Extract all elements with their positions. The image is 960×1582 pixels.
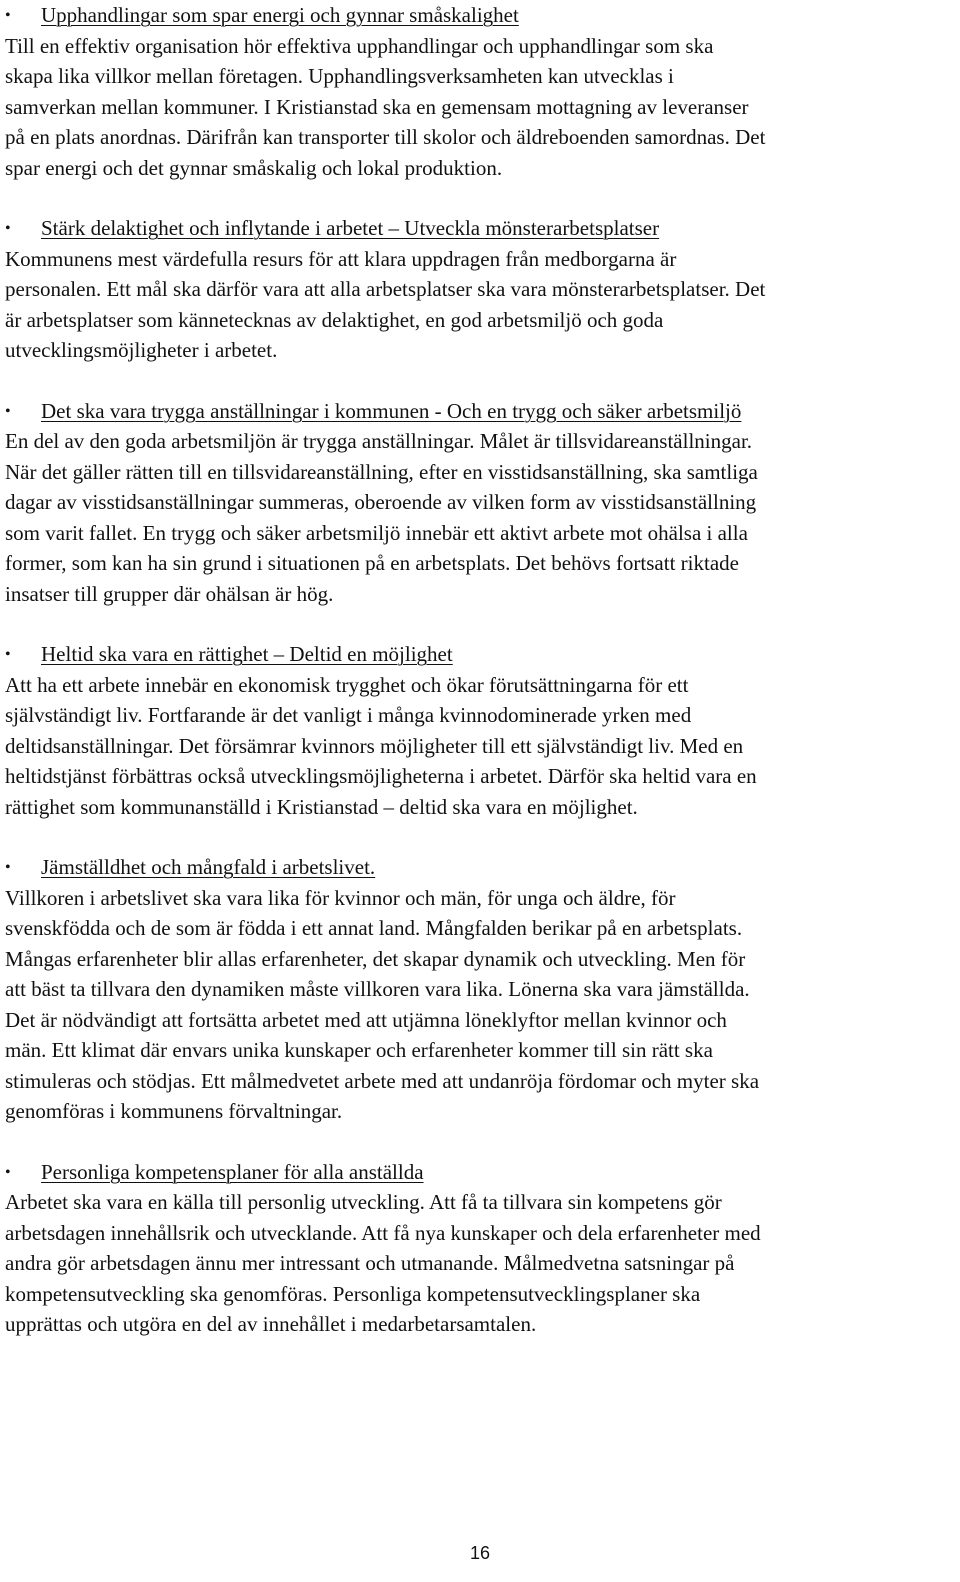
section-heading-line [5,639,953,670]
text-line: Mångas erfarenheter blir allas erfarenheter, det skapar dynamik och utveckling. Men för [5,946,746,971]
section-body [5,426,953,609]
text-line: Kommunens mest värdefulla resurs för att klara uppdragen från medborgarna är [5,246,677,271]
text-line: Villkoren i arbetslivet ska vara lika för kvinnor och män, för unga och äldre, för [5,885,676,910]
text-line: samverkan mellan kommuner. I Kristianstad ska en gemensam mottagning av leveranser [5,94,749,119]
text-line: att bäst ta tillvara den dynamiken måste villkoren vara lika. Lönerna ska vara jämställda. [5,977,750,1001]
bullet-icon: • [5,402,11,420]
text-line: Det är nödvändigt att fortsätta arbetet med att utjämna löneklyftor mellan kvinnor och [5,1007,727,1032]
section-heading-line [5,396,953,427]
text-line: Arbetet ska vara en källa till personlig utveckling. Att få ta tillvara sin kompetens gör [5,1190,722,1214]
text-line: skapa lika villkor mellan företagen. Upphandlingsverksamheten kan utvecklas i [5,64,674,88]
section-body [5,883,953,1127]
section-heading-line [5,852,953,883]
text-line: deltidsanställningar. Det försämrar kvinnors möjligheter till ett självständigt liv. Med en [5,733,744,758]
section-heading: Stärk delaktighet och inflytande i arbetet – Utveckla mönsterarbetsplatser [41,216,660,240]
bullet-icon: • [5,7,11,24]
section-trygga-anstallningar [5,396,953,610]
section-heading: Jämställdhet och mångfald i arbetslivet. [41,855,376,879]
text-line: insatser till grupper där ohälsan är hög. [5,581,334,606]
text-line: självständigt liv. Fortfarande är det vanligt i många kvinnodominerade yrken med [5,703,692,727]
text-line: kompetensutveckling ska genomföras. Personliga kompetensutvecklingsplaner ska [5,1281,701,1306]
section-heading: Heltid ska vara en rättighet – Deltid en möjlighet [41,642,453,666]
bullet-icon: • [5,1163,11,1181]
bullet-icon: • [5,859,11,876]
section-heading: Upphandlingar som spar energi och gynnar småskalighet [41,3,519,27]
section-heading: Personliga kompetensplaner för alla anställda [41,1159,424,1184]
section-heading-line [5,213,953,244]
bullet-icon: • [5,220,11,237]
text-line: heltidstjänst förbättras också utvecklingsmöjligheterna i arbetet. Därför ska heltid vara en [5,764,757,788]
section-heading-line [5,1157,953,1188]
text-line: former, som kan ha sin grund i situationen på en arbetsplats. Det behövs fortsatt riktade [5,551,739,575]
text-line: Till en effektiv organisation hör effektiva upphandlingar och upphandlingar som ska [5,33,714,58]
text-line: andra gör arbetsdagen ännu mer intressant och utmanande. Målmedvetna satsningar på [5,1251,735,1275]
text-line: utvecklingsmöjligheter i arbetet. [5,338,278,362]
section-jamstalldhet [5,852,953,1127]
text-line: spar energi och det gynnar småskalig och lokal produktion. [5,155,503,180]
text-line: En del av den goda arbetsmiljön är trygga anställningar. Målet är tillsvidareanställningar. [5,429,753,453]
text-line: på en plats anordnas. Därifrån kan transporter till skolor och äldreboenden samordnas. Det [5,125,766,149]
text-line: stimuleras och stödjas. Ett målmedvetet arbete med att undanröja fördomar och myter ska [5,1068,760,1093]
section-heading: Det ska vara trygga anställningar i kommunen - Och en trygg och säker arbetsmiljö [41,398,742,423]
section-upphandlingar [5,0,953,183]
section-body [5,670,953,823]
section-kompetensplaner [5,1157,953,1340]
section-heltid [5,639,953,822]
text-line: genomföras i kommunens förvaltningar. [5,1099,343,1123]
text-line: som varit fallet. En trygg och säker arbetsmiljö innebär ett aktivt arbete mot ohälsa i alla [5,520,748,545]
text-line: upprättas och utgöra en del av innehållet i medarbetarsamtalen. [5,1312,537,1336]
text-line: När det gäller rätten till en tillsvidareanställning, efter en visstidsanställning, ska samtliga [5,459,758,484]
text-line: personalen. Ett mål ska därför vara att alla arbetsplatser ska vara mönsterarbetsplatser. Det [5,277,766,301]
bullet-icon: • [5,646,11,663]
text-line: män. Ett klimat där envars unika kunskaper och erfarenheter kommer till sin rätt ska [5,1038,713,1062]
document-content [5,0,953,1370]
section-body [5,1187,953,1340]
text-line: rättighet som kommunanställd i Kristianstad – deltid ska vara en möjlighet. [5,794,638,819]
page-number: 16 [469,1543,491,1563]
section-body [5,244,953,366]
text-line: arbetsdagen innehållsrik och utvecklande. Att få nya kunskaper och dela erfarenheter med [5,1220,761,1245]
section-body [5,31,953,184]
text-line: är arbetsplatser som kännetecknas av delaktighet, en god arbetsmiljö och goda [5,307,664,332]
text-line: dagar av visstidsanställningar summeras, oberoende av vilken form av visstidsanställning [5,490,757,514]
text-line: svenskfödda och de som är födda i ett annat land. Mångfalden berikar på en arbetsplats. [5,916,743,940]
section-delaktighet [5,213,953,366]
text-line: Att ha ett arbete innebär en ekonomisk trygghet och ökar förutsättningarna för ett [5,672,689,697]
section-heading-line [5,0,953,31]
